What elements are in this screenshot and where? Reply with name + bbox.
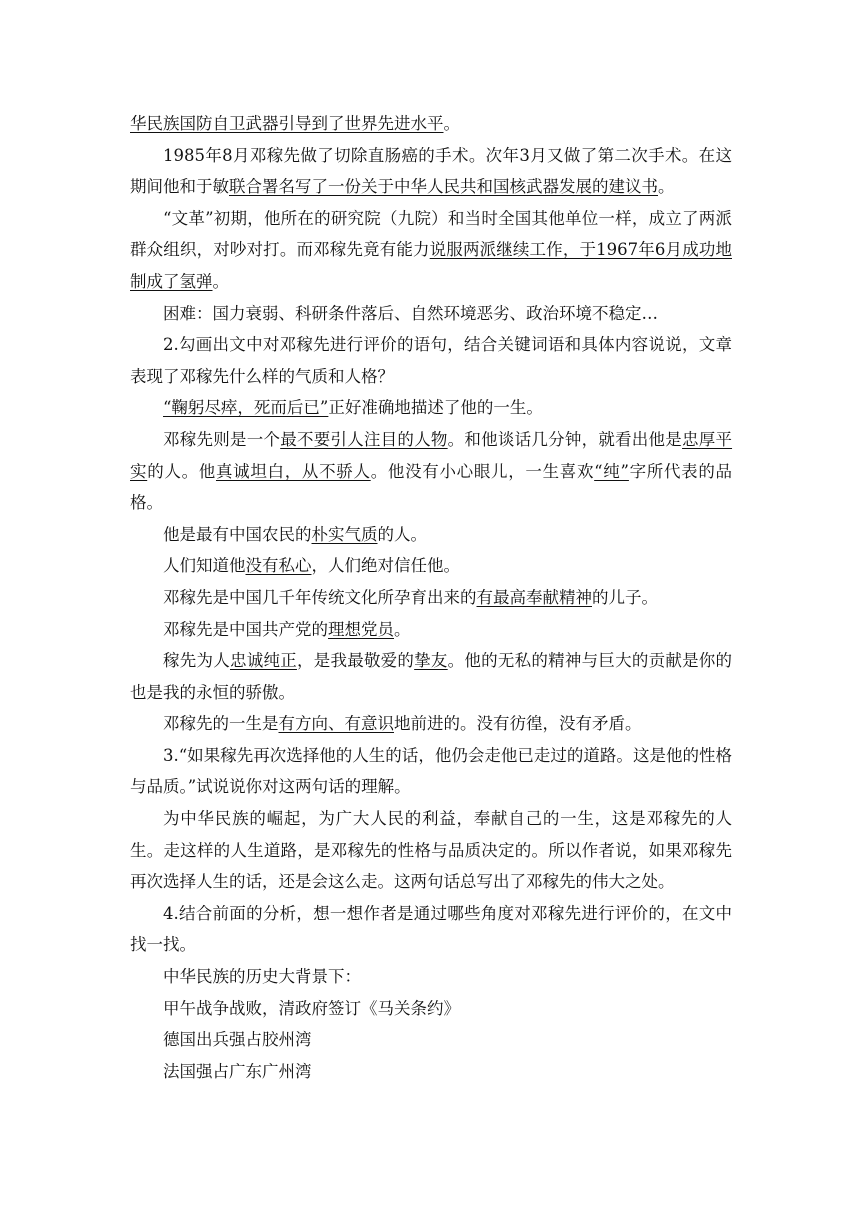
underlined-phrase: 挚友: [414, 651, 448, 671]
text-segment: 。: [394, 619, 411, 639]
text-segment: 甲午战争战败，清政府签订《马关条约》: [163, 998, 460, 1018]
text-segment: 1985年8月邓稼先做了切除直肠癌的手术。次年3月又做了第二次手术。在这期间他和于敏: [130, 145, 732, 197]
paragraph-friend: [130, 645, 732, 708]
underlined-phrase: “鞠躬尽瘁，死而后已”: [163, 398, 329, 418]
underlined-phrase: 朴实气质: [311, 524, 378, 544]
text-segment: 人们知道他: [163, 556, 246, 576]
text-segment: 他是最有中国农民的: [163, 524, 312, 544]
text-segment: 地前进的。没有彷徨，没有矛盾。: [394, 714, 642, 734]
text-segment: 的儿子。: [592, 587, 658, 607]
list-heading: [130, 961, 732, 993]
underlined-phrase: 理想党员: [328, 619, 394, 639]
paragraph-difficulties: [130, 298, 732, 330]
underlined-phrase: 有方向、有意识: [278, 714, 394, 734]
text-segment: 困难：国力衰弱、科研条件落后、自然环境恶劣、政治环境不稳定…: [163, 303, 658, 323]
text-segment: 为中华民族的崛起，为广大人民的利益，奉献自己的一生，这是邓稼先的人生。走这样的人生道路，是邓稼先的性格与品质决定的。所以作者说，如果邓稼先再次选择人生的话，还是会这么走。这两句话总写出了邓稼先的伟大之处。: [130, 809, 732, 892]
quote-devotion: [130, 392, 732, 424]
text-segment: 。他没有小心眼儿，一生喜欢: [370, 461, 595, 481]
text-segment: 的人。他: [147, 461, 216, 481]
document-body: [130, 108, 732, 1087]
text-segment: 法国强占广东广州湾: [163, 1061, 312, 1081]
paragraph-surgery: [130, 140, 732, 203]
paragraph-cultural-revolution: [130, 203, 732, 298]
answer-3: [130, 803, 732, 898]
text-segment: 邓稼先的一生是: [163, 714, 279, 734]
underlined-phrase: “纯”: [594, 461, 629, 481]
underlined-phrase: 联合署名写了一份关于中华人民共和国核武器发展的建议书: [229, 177, 658, 197]
underlined-phrase: 有最高奉献精神: [476, 587, 592, 607]
underlined-phrase: 忠诚纯正: [229, 651, 297, 671]
text-segment: 邓稼先则是一个: [163, 429, 281, 449]
question-3: [130, 740, 732, 803]
text-segment: 。: [212, 271, 229, 291]
paragraph-trust: [130, 550, 732, 582]
text-segment: 。: [658, 177, 675, 197]
text-segment: 稼先为人: [163, 651, 230, 671]
underlined-phrase: 忠厚平实: [130, 429, 733, 481]
paragraph-character: [130, 424, 732, 519]
text-segment: 邓稼先是中国共产党的: [163, 619, 328, 639]
text-segment: 邓稼先是中国几千年传统文化所孕育出来的: [163, 587, 477, 607]
text-segment: “文革”初期，他所在的研究院（九院）和当时全国其他单位一样，成立了两派群众组织，对吵对打。而邓稼先竟有能力: [130, 208, 732, 260]
underlined-phrase: 没有私心: [245, 556, 312, 576]
text-segment: 。和他谈话几分钟，就看出他是: [447, 429, 683, 449]
text-segment: 3.“如果稼先再次选择他的人生的话，他仍会走他已走过的道路。这是他的性格与品质。”试说说你对这两句话的理解。: [130, 745, 732, 797]
paragraph-continuation: [130, 108, 732, 140]
question-2: [130, 329, 732, 392]
list-item: [130, 1024, 732, 1056]
text-segment: 。: [443, 114, 460, 133]
text-segment: ，是我最敬爱的: [296, 651, 415, 671]
text-segment: ，人们绝对信任他。: [311, 556, 460, 576]
underlined-phrase: 华民族国防自卫武器引导到了世界先进水平: [130, 114, 444, 133]
text-segment: 字所代表的品格。: [130, 461, 733, 513]
paragraph-peasant: [130, 519, 732, 551]
underlined-phrase: 说服两派继续工作，于1967年6月成功地制成了氢弹: [130, 240, 732, 291]
text-segment: 中华民族的历史大背景下：: [163, 967, 361, 987]
list-item: [130, 1056, 732, 1088]
list-item: [130, 993, 732, 1025]
text-segment: 4.结合前面的分析，想一想作者是通过哪些角度对邓稼先进行评价的，在文中找一找。: [130, 903, 732, 955]
text-segment: 。他的无私的精神与巨大的贡献是你的也是我的永恒的骄傲。: [130, 651, 733, 702]
text-segment: 正好准确地描述了他的一生。: [328, 398, 543, 418]
paragraph-party-member: [130, 614, 732, 646]
text-segment: 的人。: [377, 524, 427, 544]
text-segment: 2.勾画出文中对邓稼先进行评价的语句，结合关键词语和具体内容说说，文章表现了邓稼先什么样的气质和人格？: [130, 335, 732, 386]
text-segment: 德国出兵强占胶州湾: [163, 1030, 312, 1050]
question-4: [130, 898, 732, 961]
paragraph-direction: [130, 708, 732, 740]
underlined-phrase: 真诚坦白，从不骄人: [215, 461, 371, 481]
paragraph-dedication: [130, 582, 732, 614]
underlined-phrase: 最不要引人注目的人物: [280, 429, 448, 449]
